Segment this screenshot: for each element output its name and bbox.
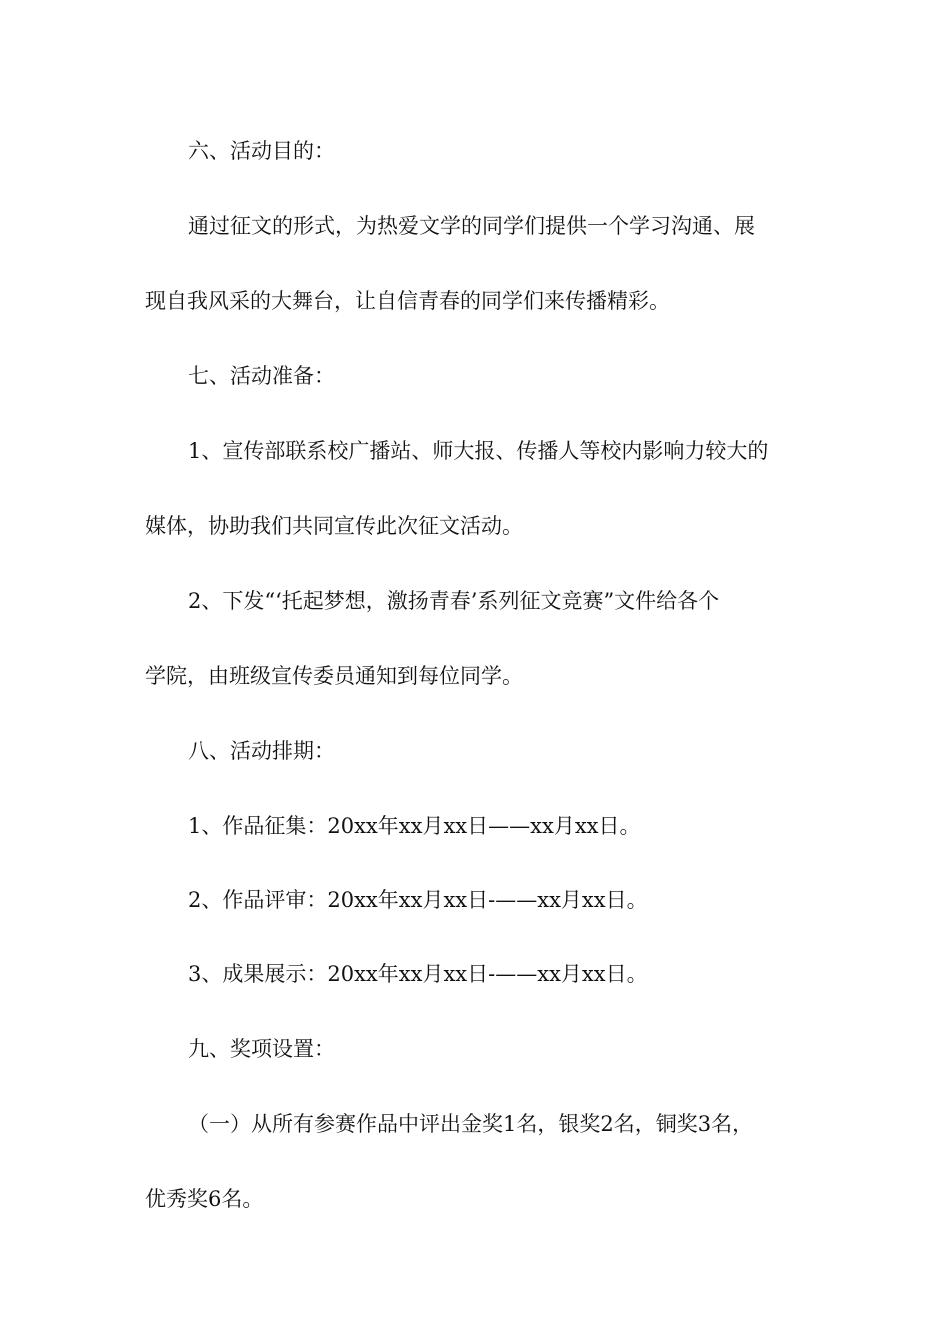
paragraph-line: 通过征文的形式，为热爱文学的同学们提供一个学习沟通、展 xyxy=(188,214,755,238)
section-heading-preparation: 七、活动准备： xyxy=(188,364,335,388)
schedule-item: 2、作品评审：20xx年xx月xx日-——xx月xx日。 xyxy=(188,888,648,912)
list-item-line: 媒体，协助我们共同宣传此次征文活动。 xyxy=(145,514,523,538)
list-item-line: 1、宣传部联系校广播站、师大报、传播人等校内影响力较大的 xyxy=(188,439,769,463)
list-item-line: 2、下发“‘托起梦想，激扬青春’系列征文竞赛”文件给各个 xyxy=(188,589,720,613)
award-item-line: （一）从所有参赛作品中评出金奖1名，银奖2名，铜奖3名， xyxy=(188,1112,754,1136)
section-heading-purpose: 六、活动目的： xyxy=(188,139,335,163)
award-item-line: 优秀奖6名。 xyxy=(145,1187,264,1211)
schedule-item: 1、作品征集：20xx年xx月xx日——xx月xx日。 xyxy=(188,814,641,838)
section-heading-schedule: 八、活动排期： xyxy=(188,739,335,763)
list-item-line: 学院，由班级宣传委员通知到每位同学。 xyxy=(145,664,523,688)
section-heading-awards: 九、奖项设置： xyxy=(188,1037,335,1061)
schedule-item: 3、成果展示：20xx年xx月xx日-——xx月xx日。 xyxy=(188,962,648,986)
paragraph-line: 现自我风采的大舞台，让自信青春的同学们来传播精彩。 xyxy=(145,289,670,313)
